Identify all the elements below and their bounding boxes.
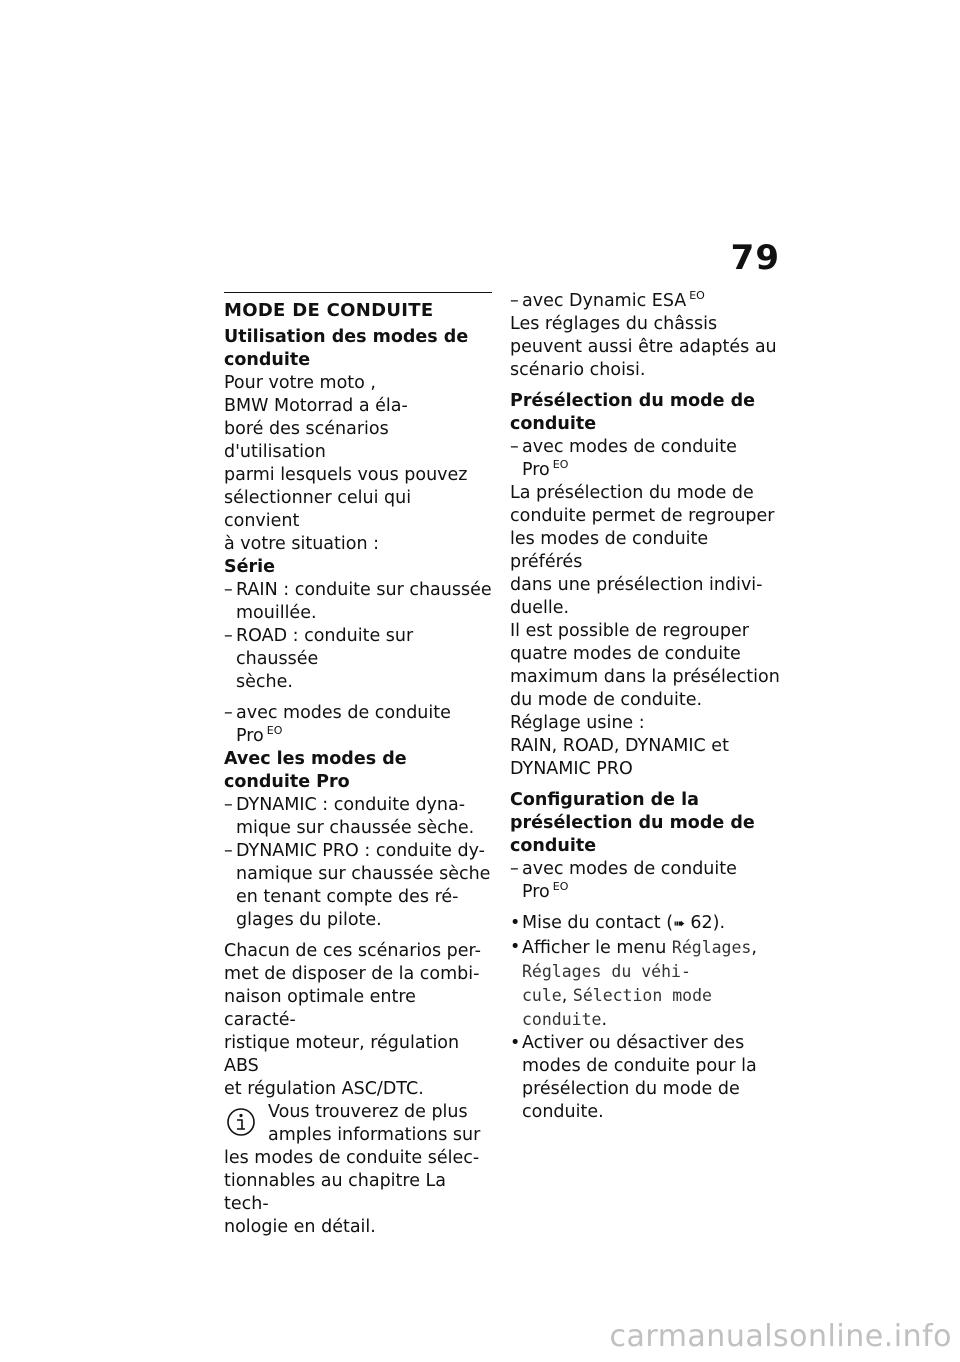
para-line: peuvent aussi être adaptés au bbox=[510, 337, 777, 357]
equipment-note bbox=[510, 858, 785, 904]
heading-line: conduite bbox=[510, 414, 597, 434]
intro-paragraph bbox=[224, 372, 492, 556]
para-line: Il est possible de regrouper bbox=[510, 621, 749, 641]
dash-marker: – bbox=[510, 291, 519, 311]
page-reference: 62). bbox=[684, 913, 726, 933]
info-line: Vous trouverez de plus bbox=[268, 1102, 468, 1122]
scenario-paragraph bbox=[224, 940, 492, 1101]
para-line: ristique moteur, régulation ABS bbox=[224, 1033, 460, 1076]
menu-label: Réglages du véhi- bbox=[522, 962, 691, 981]
para-line: du mode de conduite. bbox=[510, 690, 703, 710]
equipment-note bbox=[224, 702, 492, 748]
item-line: mique sur chaussée sèche. bbox=[236, 818, 475, 838]
para-line: quatre modes de conduite bbox=[510, 644, 741, 664]
para-line: conduite permet de regrouper bbox=[510, 506, 775, 526]
pro-label: Pro bbox=[236, 726, 264, 746]
pro-item bbox=[224, 794, 492, 840]
para-line: naison optimale entre caracté- bbox=[224, 987, 416, 1030]
serie-heading: Série bbox=[224, 557, 275, 577]
step-line: conduite. bbox=[522, 1102, 604, 1122]
dash-marker: – bbox=[510, 859, 519, 879]
para-line: maximum dans la présélection bbox=[510, 667, 780, 687]
intro-line: boré des scénarios d'utilisation bbox=[224, 419, 389, 462]
dash-marker: – bbox=[224, 626, 233, 646]
dash-marker: – bbox=[224, 795, 233, 815]
serie-item bbox=[224, 625, 492, 694]
dash-marker: – bbox=[510, 437, 519, 457]
menu-label: conduite bbox=[522, 1010, 602, 1029]
step-text: Mise du contact ( bbox=[522, 913, 674, 933]
item-line: sèche. bbox=[236, 672, 293, 692]
esa-paragraph bbox=[510, 313, 785, 382]
separator: , bbox=[561, 986, 573, 1006]
item-line: glages du pilote. bbox=[236, 910, 382, 930]
step-item bbox=[510, 912, 785, 936]
eo-mark: EO bbox=[689, 289, 705, 302]
info-icon bbox=[226, 1107, 256, 1137]
intro-line: BMW Motorrad a éla- bbox=[224, 396, 408, 416]
item-line: namique sur chaussée sèche bbox=[236, 864, 491, 884]
item-line: en tenant compte des ré- bbox=[236, 887, 459, 907]
separator: . bbox=[601, 1010, 608, 1030]
para-line: et régulation ASC/DTC. bbox=[224, 1079, 424, 1099]
step-item bbox=[510, 1032, 785, 1124]
para-line: La présélection du mode de bbox=[510, 483, 754, 503]
pro-heading: Avec les modes de conduite Pro bbox=[224, 749, 407, 792]
dash-marker: – bbox=[224, 703, 233, 723]
equipment-note bbox=[510, 436, 785, 482]
para-line: dans une présélection indivi- bbox=[510, 575, 763, 595]
pro-label: Pro bbox=[522, 882, 550, 902]
esa-label: avec Dynamic ESA bbox=[522, 291, 687, 311]
eo-mark: EO bbox=[266, 724, 283, 737]
step-line: présélection du mode de bbox=[522, 1079, 740, 1099]
item-line: DYNAMIC : conduite dyna- bbox=[236, 795, 466, 815]
step-line: Activer ou désactiver des bbox=[522, 1033, 745, 1053]
section-rule bbox=[224, 292, 492, 293]
para-line: RAIN, ROAD, DYNAMIC et bbox=[510, 736, 729, 756]
menu-label: cule bbox=[522, 986, 562, 1005]
heading-line: présélection du mode de bbox=[510, 813, 755, 833]
menu-label: Sélection mode bbox=[572, 986, 712, 1005]
separator: , bbox=[751, 938, 757, 958]
info-line: nologie en détail. bbox=[224, 1217, 376, 1237]
watermark: carmanualsonline.info bbox=[609, 1319, 952, 1354]
serie-item bbox=[224, 579, 492, 625]
heading-line: Présélection du mode de bbox=[510, 391, 756, 411]
heading-line: conduite bbox=[510, 836, 597, 856]
info-line: les modes de conduite sélec- bbox=[224, 1148, 480, 1168]
subtitle: Utilisation des modes de conduite bbox=[224, 327, 469, 370]
intro-line: sélectionner celui qui convient bbox=[224, 488, 412, 531]
para-line: Les réglages du châssis bbox=[510, 314, 718, 334]
intro-line: à votre situation : bbox=[224, 534, 379, 554]
dash-marker: – bbox=[224, 841, 233, 861]
step-item bbox=[510, 936, 785, 1032]
page-number: 79 bbox=[730, 238, 780, 278]
esa-note bbox=[510, 290, 785, 313]
arrow-icon: ➠ bbox=[673, 916, 685, 932]
item-line: DYNAMIC PRO : conduite dy- bbox=[236, 841, 485, 861]
left-column bbox=[224, 292, 492, 1239]
eo-mark: EO bbox=[552, 880, 569, 893]
preselection-heading bbox=[510, 390, 785, 436]
item-line: mouillée. bbox=[236, 603, 317, 623]
info-line: amples informations sur bbox=[268, 1125, 481, 1145]
info-note bbox=[224, 1101, 492, 1239]
item-line: RAIN : conduite sur chaussée bbox=[236, 580, 492, 600]
para-line: les modes de conduite préférés bbox=[510, 529, 709, 572]
intro-line: parmi lesquels vous pouvez bbox=[224, 465, 468, 485]
para-line: scénario choisi. bbox=[510, 360, 646, 380]
item-line: avec modes de conduite bbox=[522, 437, 737, 457]
config-heading bbox=[510, 789, 785, 858]
dash-marker: – bbox=[224, 580, 233, 600]
menu-label: Réglages bbox=[671, 938, 752, 957]
right-column bbox=[510, 290, 785, 1124]
pro-label: Pro bbox=[522, 460, 550, 480]
bullet-marker: • bbox=[510, 937, 521, 957]
pro-item bbox=[224, 840, 492, 932]
section-title: MODE DE CONDUITE bbox=[224, 300, 434, 321]
info-line: tionnables au chapitre La tech- bbox=[224, 1171, 447, 1214]
para-line: duelle. bbox=[510, 598, 570, 618]
para-line: Chacun de ces scénarios per- bbox=[224, 941, 481, 961]
preselection-paragraph bbox=[510, 482, 785, 781]
para-line: DYNAMIC PRO bbox=[510, 759, 633, 779]
heading-line: Configuration de la bbox=[510, 790, 699, 810]
step-line: modes de conduite pour la bbox=[522, 1056, 757, 1076]
eo-mark: EO bbox=[552, 458, 569, 471]
item-line: avec modes de conduite bbox=[522, 859, 737, 879]
intro-line: Pour votre moto , bbox=[224, 373, 376, 393]
para-line: met de disposer de la combi- bbox=[224, 964, 480, 984]
item-line: avec modes de conduite bbox=[236, 703, 451, 723]
bullet-marker: • bbox=[510, 913, 521, 933]
step-text: Afficher le menu bbox=[522, 938, 672, 958]
item-line: ROAD : conduite sur chaussée bbox=[236, 626, 414, 669]
bullet-marker: • bbox=[510, 1033, 521, 1053]
para-line: Réglage usine : bbox=[510, 713, 645, 733]
